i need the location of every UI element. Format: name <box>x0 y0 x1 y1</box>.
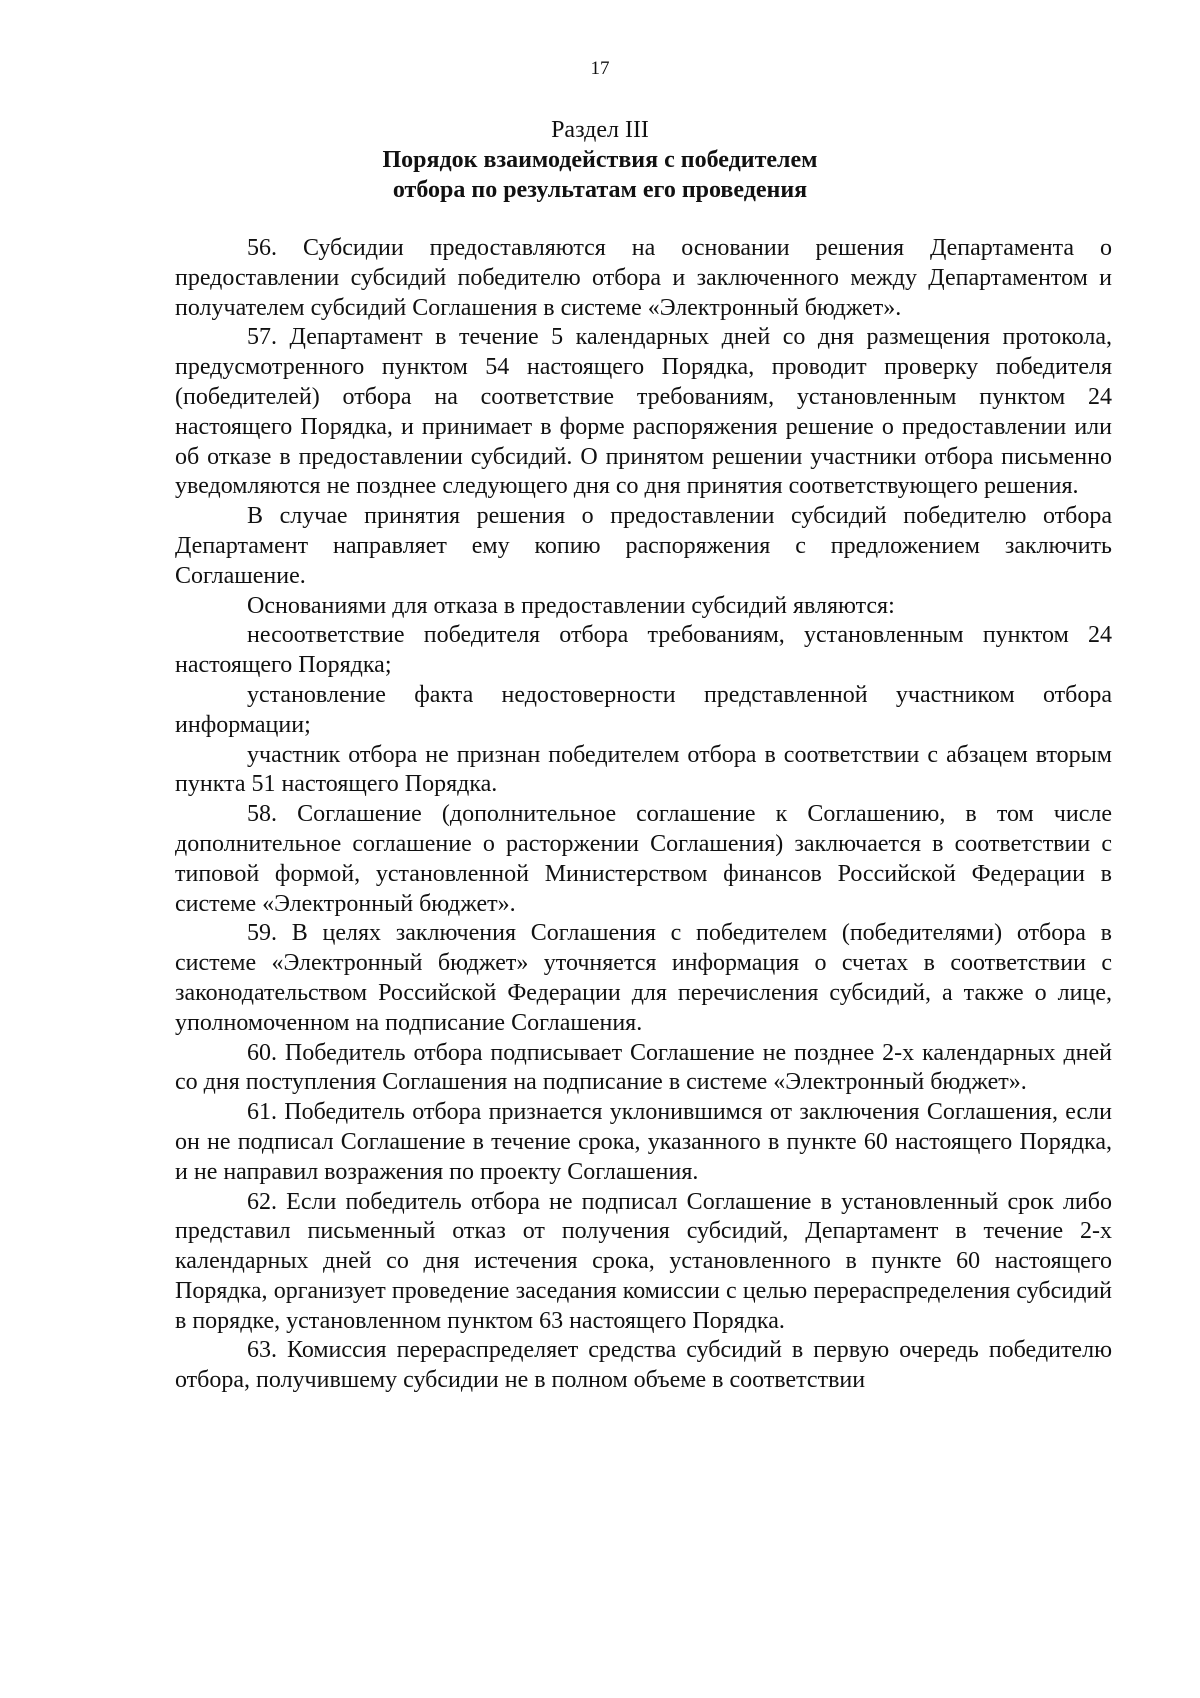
refusal-ground-2: установление факта недостоверности представленной участником отбора информации; <box>175 681 1112 738</box>
section-title-line-1: Порядок взаимодействия с победителем <box>382 147 818 173</box>
document-body <box>175 234 1112 1396</box>
refusal-ground-1: несоответствие победителя отбора требованиям, установленным пунктом 24 настоящего Порядка; <box>175 622 1112 679</box>
paragraph-57-decision: В случае принятия решения о предоставлении субсидий победителю отбора Департамент направляет ему копию распоряжения с предложением заключить Соглашение. <box>175 503 1112 589</box>
paragraph-63: 63. Комиссия перераспределяет средства субсидий в первую очередь победителю отбора, получившему субсидии не в полном объеме в соответствии <box>175 1337 1112 1394</box>
section-label: Раздел III <box>551 117 649 143</box>
section-header <box>0 115 1200 205</box>
paragraph-refusal-grounds: Основаниями для отказа в предоставлении субсидий являются: <box>247 592 895 619</box>
refusal-ground-3: участник отбора не признан победителем отбора в соответствии с абзацем вторым пункта 51 настоящего Порядка. <box>175 741 1112 798</box>
paragraph-58: 58. Соглашение (дополнительное соглашение к Соглашению, в том числе дополнительное соглашение о расторжении Соглашения) заключается в соответствии с типовой формой, установленной Министерством финансов Российской Федерации в системе «Электронный бюджет». <box>175 801 1112 917</box>
section-title-line-2: отбора по результатам его проведения <box>392 177 808 203</box>
paragraph-59: 59. В целях заключения Соглашения с победителем (победителями) отбора в системе «Электронный бюджет» уточняется информация о счетах в соответствии с законодательством Российской Федерации для перечисления субсидий, а также о лице, уполномоченном на подписание Соглашения. <box>175 920 1112 1036</box>
page-number: 17 <box>590 58 610 79</box>
paragraph-61: 61. Победитель отбора признается уклонившимся от заключения Соглашения, если он не подписал Соглашение в течение срока, указанного в пункте 60 настоящего Порядка, и не направил возражения по проекту Соглашения. <box>175 1099 1112 1185</box>
paragraph-56: 56. Субсидии предоставляются на основании решения Департамента о предоставлении субсидий победителю отбора и заключенного между Департаментом и получателем субсидий Соглашения в системе «Электронный бюджет». <box>175 235 1112 321</box>
paragraph-62: 62. Если победитель отбора не подписал Соглашение в установленный срок либо представил письменный отказ от получения субсидий, Департамент в течение 2-х календарных дней со дня истечения срока, установленного в пункте 60 настоящего Порядка, организует проведение заседания комиссии с целью перераспределения субсидий в порядке, установленном пунктом 63 настоящего Порядка. <box>175 1188 1112 1334</box>
paragraph-57: 57. Департамент в течение 5 календарных дней со дня размещения протокола, предусмотренного пунктом 54 настоящего Порядка, проводит проверку победителя (победителей) отбора на соответствие требованиям, установленным пунктом 24 настоящего Порядка, и принимает в форме распоряжения решение о предоставлении или об отказе в предоставлении субсидий. О принятом решении участники отбора письменно уведомляются не позднее следующего дня со дня принятия соответствующего решения. <box>175 324 1112 500</box>
paragraph-60: 60. Победитель отбора подписывает Соглашение не позднее 2-х календарных дней со дня поступления Соглашения на подписание в системе «Электронный бюджет». <box>175 1039 1112 1096</box>
